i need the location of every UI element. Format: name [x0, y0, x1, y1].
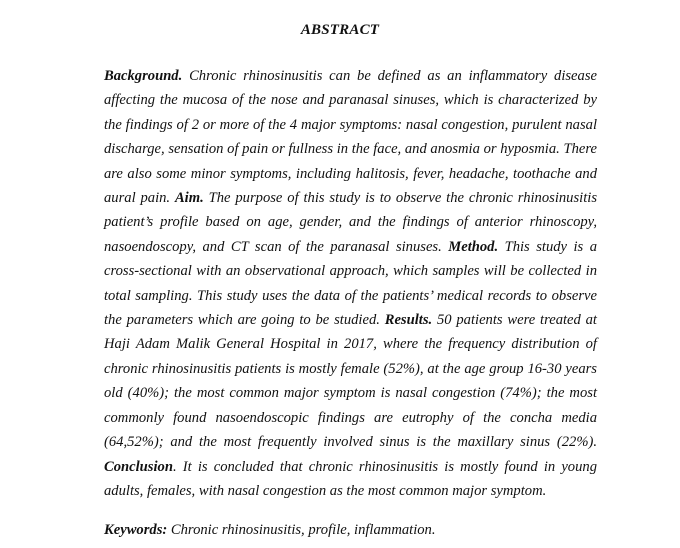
abstract-title: ABSTRACT [300, 22, 380, 38]
results-label: Results. [384, 312, 433, 329]
keywords-label: Keywords: [104, 522, 168, 538]
aim-label: Aim. [174, 190, 204, 207]
background-text: Chronic rhinosinusitis can be defined as an inflammatory disease affecting the mucosa of the nose and paranasal sinuses, which is characterized by the findings of 2 or more of the 4 major symptoms: nasal congestion, purulent nasal discharge, sensation of pain or fullness in the face, and anosmia or hyposmia. There are also some minor symptoms, including halitosis, fever, headache, toothache and aural pain. [104, 68, 597, 207]
method-label: Method. [448, 238, 499, 255]
background-label: Background. [104, 68, 183, 84]
aim-text: The purpose of this study is to observe the chronic rhinosinusitis patient’s profile based on age, gender, and the findings of anterior rhinoscopy, nasoendoscopy, and CT scan of the paranasal sinuses. [104, 190, 597, 255]
conclusion-label: Conclusion [104, 458, 173, 475]
conclusion-text: . It is concluded that chronic rhinosinusitis is mostly found in young adults, females, with nasal congestion as the most common major symptom. [104, 458, 597, 499]
abstract-body [104, 64, 597, 503]
keywords-text: Chronic rhinosinusitis, profile, inflammation. [167, 522, 436, 538]
results-text: 50 patients were treated at Haji Adam Malik General Hospital in 2017, where the frequency distribution of chronic rhinosinusitis patients is mostly female (52%), at the age group 16-30 years old (40%); the most common major symptom is nasal congestion (74%); the most commonly found nasoendoscopic findings are eutrophy of the concha media (64,52%); and the most frequently involved sinus is the maxillary sinus (22%). [104, 312, 597, 451]
keywords-line [104, 522, 436, 539]
method-text: This study is a cross-sectional with an observational approach, which samples will be collected in total sampling. This study uses the data of the patients’ medical records to observe the parameters which are going to be studied. [104, 238, 597, 329]
abstract-paragraph [104, 64, 597, 503]
